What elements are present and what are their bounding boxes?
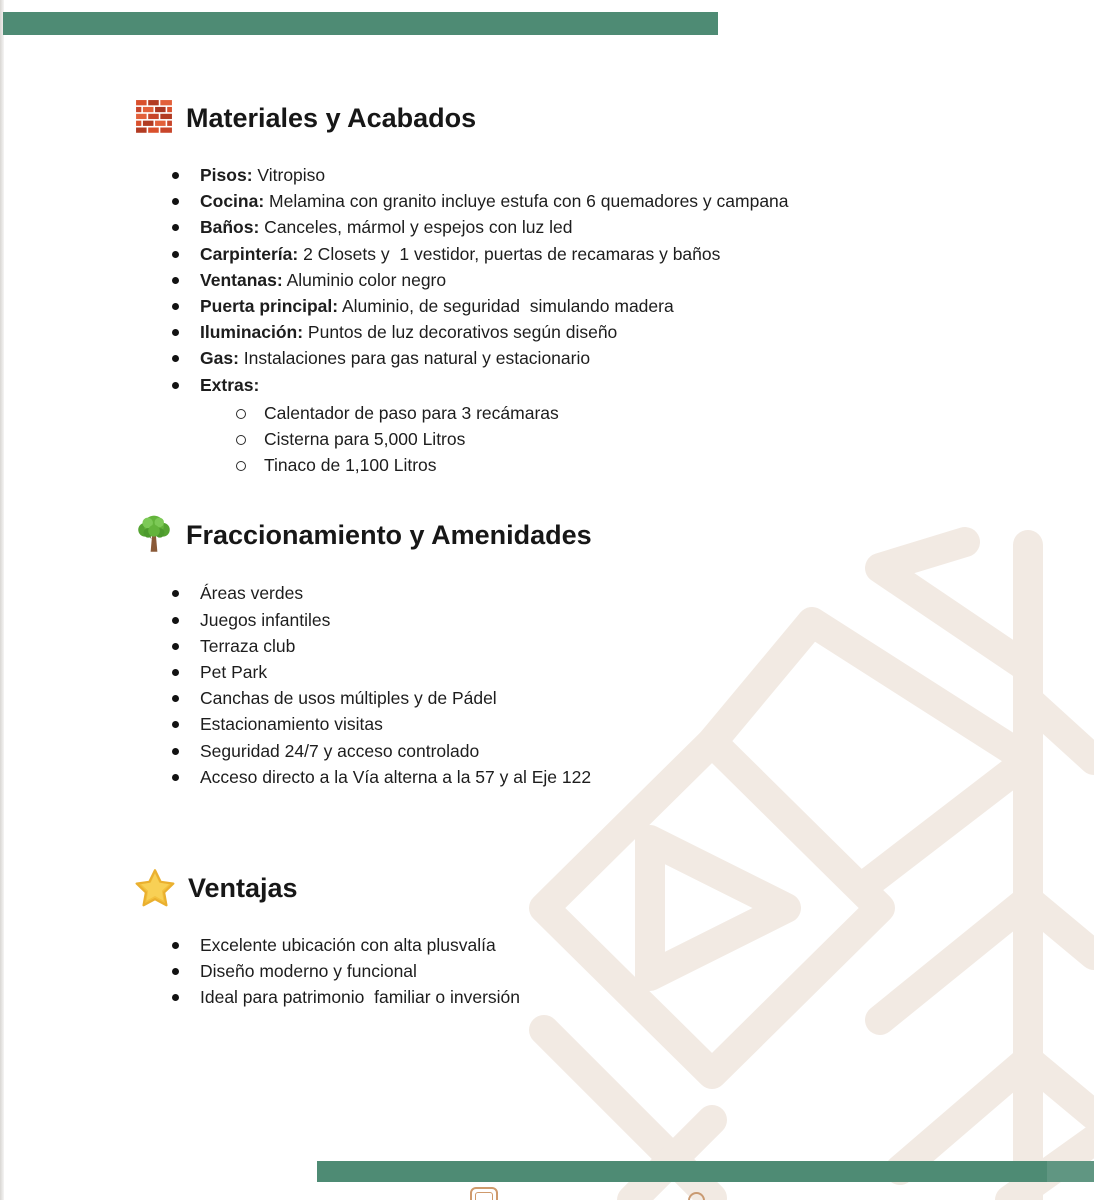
section-title	[135, 868, 1015, 908]
list-item	[135, 685, 1015, 711]
bullet-icon	[172, 277, 179, 284]
list-item	[135, 659, 1015, 685]
item-text: Acceso directo a la Vía alterna a la 57 y al Eje 122	[200, 766, 592, 787]
item-label: Carpintería:	[200, 243, 299, 264]
hollow-bullet-icon	[236, 409, 246, 419]
item-label: Pisos:	[200, 165, 253, 185]
list-item	[135, 214, 1015, 240]
list-item	[135, 932, 1015, 958]
list-item	[135, 607, 1015, 633]
list-item	[135, 633, 1015, 659]
materials-list	[135, 162, 1015, 398]
item-label: Ventanas:	[200, 269, 283, 290]
section-title	[135, 514, 1015, 556]
amenities-list	[135, 580, 1015, 790]
list-item	[135, 293, 1015, 319]
section-title-text: Fraccionamiento y Amenidades	[186, 520, 592, 551]
item-text: Seguridad 24/7 y acceso controlado	[200, 740, 480, 761]
bullet-icon	[172, 942, 179, 949]
bullet-icon	[172, 748, 179, 755]
bullet-icon	[172, 643, 179, 650]
item-text: Tinaco de 1,100 Litros	[264, 455, 437, 476]
item-text: Juegos infantiles	[200, 609, 331, 630]
item-label: Cocina:	[200, 191, 265, 212]
list-item	[135, 958, 1015, 984]
item-label: Puerta principal:	[200, 296, 339, 317]
list-item	[135, 345, 1015, 371]
sub-list-item	[135, 400, 1015, 426]
bullet-icon	[172, 355, 179, 362]
hollow-bullet-icon	[236, 435, 246, 445]
item-text: Pet Park	[200, 662, 268, 683]
list-item	[135, 764, 1015, 790]
top-accent-bar	[3, 12, 718, 35]
sub-list-item	[135, 426, 1015, 452]
section-title-text: Materiales y Acabados	[186, 103, 477, 133]
list-item	[135, 162, 1015, 188]
bar-light-segment	[1047, 1161, 1094, 1182]
list-item	[135, 319, 1015, 345]
bullet-icon	[172, 198, 179, 205]
advantages-list	[135, 932, 1015, 1011]
item-text: Excelente ubicación con alta plusvalía	[200, 935, 496, 956]
card-icon-inner	[475, 1192, 493, 1200]
list-item	[135, 267, 1015, 293]
list-item	[135, 738, 1015, 764]
item-text: Ideal para patrimonio familiar o inversión	[200, 987, 521, 1008]
bullet-icon	[172, 251, 179, 258]
bullet-icon	[172, 669, 179, 676]
extras-sublist	[135, 400, 1015, 479]
section-ventajas	[135, 868, 1015, 1011]
item-text: Aluminio, de seguridad simulando madera	[338, 296, 674, 317]
item-label: Extras:	[200, 374, 260, 395]
bullet-icon	[172, 695, 179, 702]
item-text: Estacionamiento visitas	[200, 714, 383, 735]
page-edge-shadow	[0, 0, 4, 1200]
bullet-icon	[172, 382, 179, 389]
section-amenidades	[135, 514, 1015, 790]
section-materiales	[135, 98, 1015, 478]
item-text: Diseño moderno y funcional	[200, 961, 417, 982]
hollow-bullet-icon	[236, 461, 246, 471]
item-text: Vitropiso	[252, 165, 326, 185]
globe-icon	[688, 1192, 705, 1200]
tree-icon	[135, 514, 173, 556]
bullet-icon	[172, 329, 179, 336]
item-text: Cisterna para 5,000 Litros	[264, 429, 466, 450]
item-text: Terraza club	[200, 635, 296, 656]
list-item	[135, 580, 1015, 606]
bullet-icon	[172, 968, 179, 975]
item-text: Aluminio color negro	[282, 269, 447, 290]
item-text: Canceles, mármol y espejos con luz led	[259, 217, 573, 238]
item-text: Melamina con granito incluye estufa con 6 quemadores y campana	[264, 191, 789, 212]
bullet-icon	[172, 721, 179, 728]
item-text: Canchas de usos múltiples y de Pádel	[200, 688, 497, 709]
bottom-accent-bar	[317, 1161, 1094, 1182]
bullet-icon	[172, 617, 179, 624]
brick-wall-icon	[135, 99, 173, 137]
list-item	[135, 241, 1015, 267]
document-body	[135, 98, 1015, 1011]
list-item	[135, 188, 1015, 214]
bullet-icon	[172, 224, 179, 231]
item-label: Iluminación:	[200, 322, 304, 343]
sub-list-item	[135, 452, 1015, 478]
list-item	[135, 711, 1015, 737]
item-label: Baños:	[200, 217, 260, 238]
item-text: Puntos de luz decorativos según diseño	[303, 322, 618, 343]
star-icon	[135, 869, 175, 907]
item-text: Áreas verdes	[200, 583, 304, 604]
list-item	[135, 984, 1015, 1010]
item-text: 2 Closets y 1 vestidor, puertas de recamaras y baños	[298, 243, 721, 264]
section-title-text: Ventajas	[188, 873, 298, 904]
bullet-icon	[172, 994, 179, 1001]
bullet-icon	[172, 774, 179, 781]
bullet-icon	[172, 590, 179, 597]
item-label: Gas:	[200, 348, 239, 369]
item-text: Instalaciones para gas natural y estacionario	[238, 348, 591, 369]
item-text: Calentador de paso para 3 recámaras	[264, 402, 559, 423]
list-item	[135, 372, 1015, 398]
card-icon	[470, 1187, 498, 1200]
bullet-icon	[172, 172, 179, 179]
bullet-icon	[172, 303, 179, 310]
section-title	[135, 98, 1015, 138]
